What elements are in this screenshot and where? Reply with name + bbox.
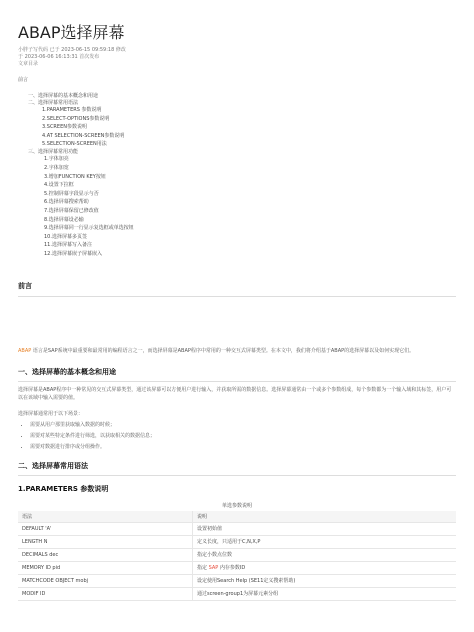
toc-item[interactable]: 5.SELECTION-SCREEN用法	[42, 141, 107, 148]
table-row	[18, 535, 456, 548]
toc-item[interactable]: 6.选择屏幕搜索帮助	[44, 199, 89, 206]
first-published-line: 于 2023-06-06 16:13:31 首次发布	[18, 54, 100, 60]
table-cell: 设定使用Search Help (SE11定义搜索帮助)	[193, 574, 457, 587]
table-caption: 单选参数说明	[221, 502, 252, 509]
toc-item[interactable]: 5.控制屏幕字段显示与否	[44, 190, 99, 197]
table-row	[18, 574, 456, 587]
table-cell: MATCHCODE OBJECT mobj	[18, 574, 193, 587]
list-item: • 需要对数据进行排序或分组操作。	[30, 442, 456, 453]
table-cell-sap: 指定 SAP 内存参数ID	[193, 561, 457, 574]
toc-item[interactable]: 一、选择屏幕的基本概念和用途	[28, 93, 99, 99]
list-item: • 需要从用户那里获取输入数据的时候；	[30, 420, 456, 431]
toc-item[interactable]: 1.字体加亮	[44, 156, 69, 163]
divider	[18, 475, 456, 476]
table-row	[18, 587, 456, 600]
table-cell: LENGTH N	[18, 535, 193, 548]
toc-item[interactable]: 7.选择屏幕保留已修改值	[44, 208, 99, 215]
section1-para1: 选择屏幕是ABAP程序中一种常见的交互式屏幕类型，通过该屏幕可以方便用户进行输入，并获取所需的数据信息。选择屏幕通常由一个或多个参数组成，每个参数都为一个输入域和其标签，用户可以在该域中输入需要的值。	[18, 386, 452, 401]
list-item: • 需要对某些特定条件进行筛选，以获取相关的数据信息；	[30, 431, 456, 442]
preface-heading: 前言	[18, 281, 32, 290]
toc-item[interactable]: 9.选择屏幕同一行显示复选框或单选按钮	[44, 225, 134, 232]
abap-link[interactable]: ABAP	[18, 347, 32, 354]
table-cell: 定义长度，只适用于C,N,X,P	[193, 535, 457, 548]
toc-item[interactable]: 3.SCREEN参数说明	[42, 124, 87, 131]
table-of-contents	[18, 93, 456, 259]
author-modified-line: 小胖子写代码 已于 2023-06-15 09:59:18 修改	[18, 47, 126, 53]
toc-item[interactable]: 2.SELECT-OPTIONS参数说明	[42, 115, 110, 122]
article-title: ABAP选择屏幕	[18, 23, 125, 42]
parameters-table	[18, 511, 456, 601]
section2-heading: 二、选择屏幕常用语法	[18, 461, 88, 470]
column-header: 说明	[193, 511, 457, 523]
table-cell: DEFAULT 'A'	[18, 522, 193, 535]
table-cell: 设置初始值	[193, 522, 457, 535]
column-header: 语法	[18, 511, 193, 523]
table-cell: 通过screen-group1为屏幕元素分组	[193, 587, 457, 600]
table-cell: MODIF ID	[18, 587, 193, 600]
toc-item[interactable]: 三、选择屏幕常用功能	[28, 148, 79, 155]
preface-paragraph	[18, 347, 456, 355]
toc-item[interactable]: 10.选择屏幕多页签	[44, 233, 87, 240]
preface-text: 语言是SAP系统中最重要和最常用的编程语言之一，而选择屏幕是ABAP程序中常用的一种交互式屏幕类型。在本文中，我们将介绍基于ABAP的选择屏幕以及如何实现它们。	[32, 347, 415, 354]
toc-item[interactable]: 11.选择屏幕写入备注	[44, 242, 92, 249]
table-row	[18, 561, 456, 574]
table-cell: MEMORY ID pid	[18, 561, 193, 574]
sap-link[interactable]: SAP	[208, 565, 219, 572]
parameters-subheading: 1.PARAMETERS 参数说明	[18, 484, 109, 493]
table-row	[18, 522, 456, 535]
section1-heading: 一、选择屏幕的基本概念和用途	[18, 367, 116, 376]
toc-item[interactable]: 12.选择屏幕嵌子屏幕嵌入	[44, 251, 102, 257]
toc-item[interactable]: 8.选择屏幕设必输	[44, 216, 84, 223]
usage-list	[18, 420, 456, 453]
toc-item[interactable]: 3.增加FUNCTION KEY按钮	[44, 173, 106, 180]
table-header-row	[18, 511, 456, 523]
section1-para2: 选择屏幕通常用于以下场景：	[18, 410, 84, 417]
table-cell: 指定小数点位数	[193, 548, 457, 561]
toc-item[interactable]: 4.设置下拉框	[44, 182, 74, 189]
table-row	[18, 548, 456, 561]
article-meta	[18, 47, 456, 68]
toc-preface-link[interactable]: 前言	[18, 77, 29, 83]
toc-item[interactable]: 4.AT SELECTION-SCREEN参数说明	[42, 132, 125, 139]
divider	[18, 381, 456, 382]
toc-item[interactable]: 1.PARAMETERS 参数说明	[42, 107, 102, 113]
divider	[18, 296, 456, 297]
toc-item[interactable]: 2.字体加宽	[44, 165, 69, 172]
toc-item[interactable]: 二、选择屏幕常用语法	[28, 99, 79, 106]
table-cell: DECIMALS dec	[18, 548, 193, 561]
toc-caption: 文章目录	[18, 61, 39, 67]
